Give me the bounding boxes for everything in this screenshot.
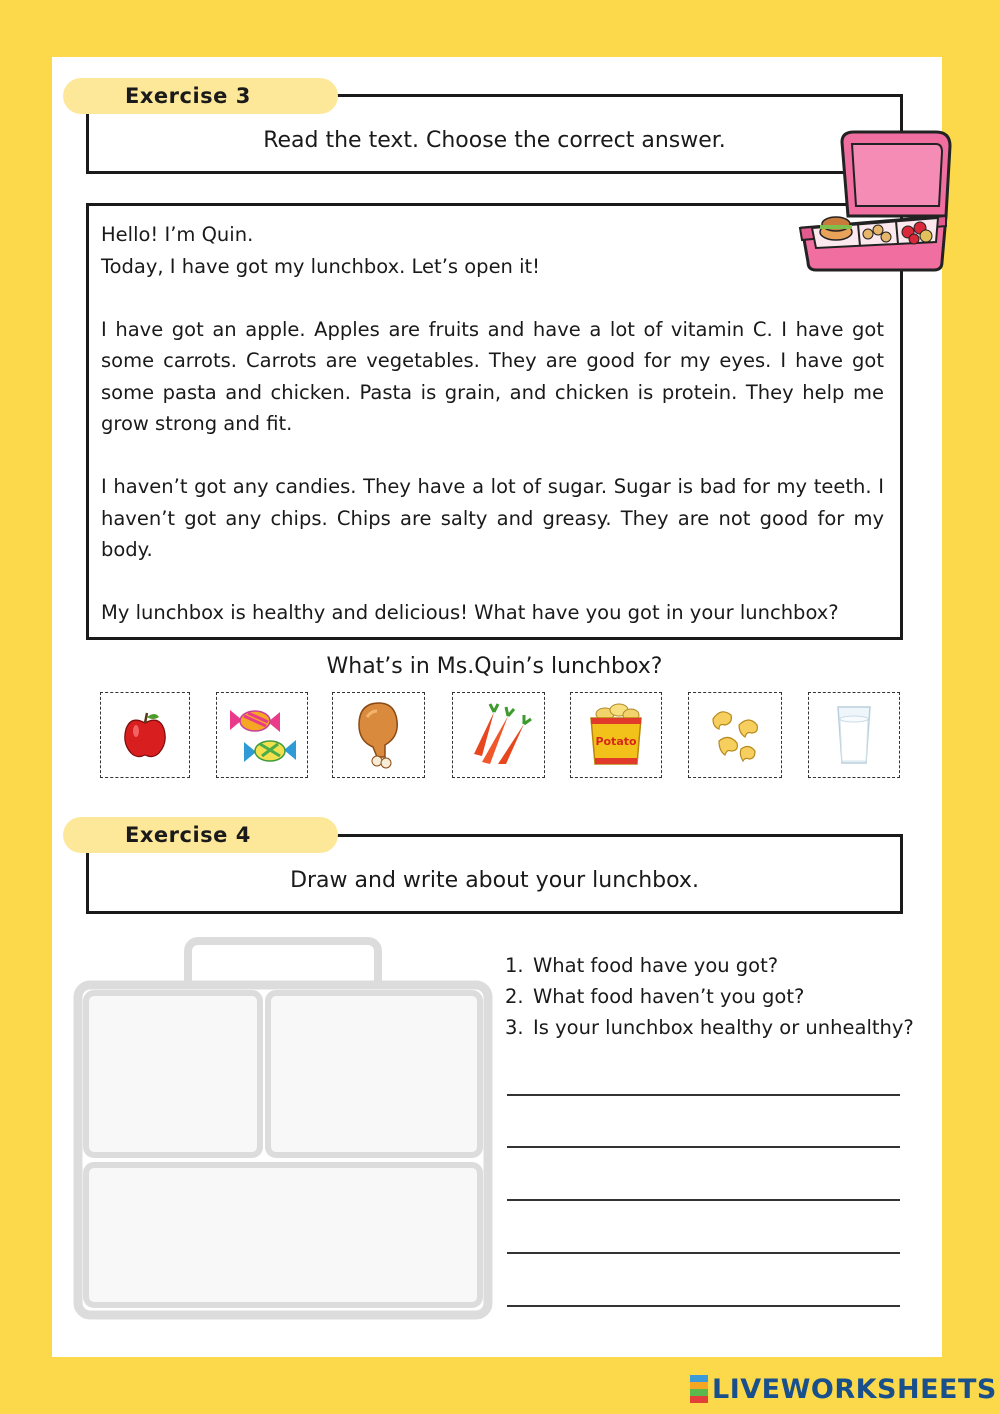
passage-paragraph-1: I have got an apple. Apples are fruits and have a lot of vitamin C. I have got some carrots. Carrots are vegetables. They are good for my eyes. I have got some pasta and chicken. Pasta is grain, and chicken is protein. They help me grow strong and fit. [101,317,884,435]
question-text: Is your lunchbox healthy or unhealthy? [533,1016,914,1039]
question-row [505,1012,914,1043]
food-card-chips[interactable] [570,692,662,778]
question-row [505,950,914,981]
question-text: What food haven’t you got? [533,985,805,1008]
chips-label: Potato [595,735,637,748]
question-number: 3. [505,1016,524,1039]
pasta-icon [703,703,767,767]
answer-line-2[interactable] [507,1146,900,1148]
liveworksheets-logo-text: LIVEWORKSHEETS [712,1373,997,1405]
writing-questions [505,950,914,1043]
passage-line-1: Hello! I’m Quin. [101,223,254,246]
food-card-chicken[interactable] [332,692,425,778]
exercise-3-instruction: Read the text. Choose the correct answer. [263,128,726,153]
chicken-leg-icon [351,699,407,771]
liveworksheets-logo [690,1374,997,1404]
lunchbox-icon [796,124,956,276]
food-card-apple[interactable] [100,692,190,778]
lunchbox-question: What’s in Ms.Quin’s lunchbox? [326,654,663,679]
exercise-4-tab: Exercise 4 [63,817,338,853]
question-number: 1. [505,954,524,977]
milk-glass-icon [832,703,876,767]
food-card-candy[interactable] [216,692,308,778]
food-card-pasta[interactable] [688,692,782,778]
passage-line-2: Today, I have got my lunchbox. Let’s open it! [101,254,540,278]
answer-line-4[interactable] [507,1252,900,1254]
candy-icon [222,702,302,768]
passage-paragraph-2: I haven’t got any candies. They have a lot of sugar. Sugar is bad for my teeth. I haven’t got any chips. Chips are salty and greasy. They are not good for my body. [101,475,884,561]
reading-passage [86,203,903,640]
food-card-milk[interactable] [808,692,900,778]
exercise-3-tab-line [330,94,903,97]
exercise-4-tab-line [330,834,903,837]
question-number: 2. [505,985,524,1008]
potato-chips-icon [581,700,651,770]
answer-line-3[interactable] [507,1199,900,1201]
apple-icon [117,707,173,763]
liveworksheets-badge-icon [690,1375,708,1403]
passage-paragraph-3: My lunchbox is healthy and delicious! What have you got in your lunchbox? [101,601,839,624]
food-card-carrot[interactable] [452,692,545,778]
answer-line-5[interactable] [507,1305,900,1307]
carrot-icon [464,702,534,768]
exercise-4-instruction: Draw and write about your lunchbox. [290,868,699,893]
question-text: What food have you got? [533,954,779,977]
exercise-3-tab: Exercise 3 [63,78,338,114]
answer-line-1[interactable] [507,1094,900,1096]
lunchbox-drawing-area[interactable] [70,935,498,1325]
question-row [505,981,914,1012]
